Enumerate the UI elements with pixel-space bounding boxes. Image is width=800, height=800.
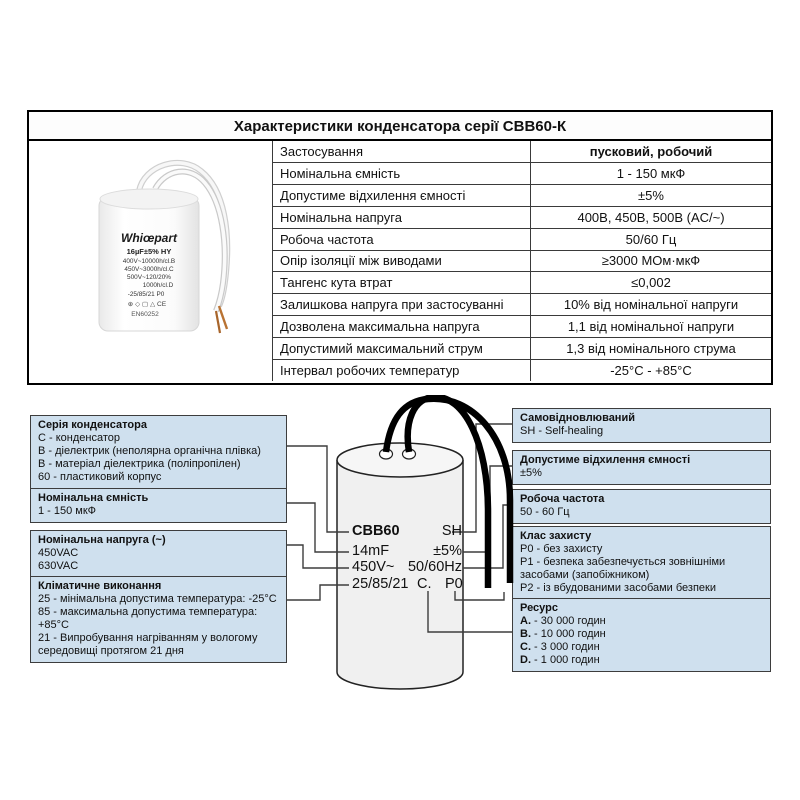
marking-climate: 25/85/21 xyxy=(352,576,409,592)
table-row xyxy=(273,293,771,315)
cert-symbols: ⊕ ◇ ▢ △ CE xyxy=(127,301,167,308)
callout-resource: Ресурс A. - 30 000 годин B. - 10 000 годин C. - 3 000 годин D. - 1 000 годин xyxy=(512,598,771,672)
wire-hole xyxy=(380,449,393,459)
svg-text:400V~10000h/cl.B: 400V~10000h/cl.B xyxy=(122,258,176,265)
callout-climate: Кліматичне виконання 25 - мінімальна допустима температура: -25°C 85 - максимальна допустима температура: +85°C 21 - Випробування нагріванням у вологому середовищі протягом 21 дня xyxy=(30,576,287,663)
capacitor-photo xyxy=(29,141,273,381)
marking-resource-class: C. xyxy=(417,576,432,592)
row-label: Тангенс кута втрат xyxy=(273,272,531,293)
table-row xyxy=(273,359,771,381)
marking-tolerance: ±5% xyxy=(433,543,462,559)
row-value: пусковий, робочий xyxy=(589,143,713,159)
wire-hole xyxy=(403,449,416,459)
table-row xyxy=(273,315,771,337)
row-value: -25°C - +85°C xyxy=(610,363,692,379)
marking-voltage: 450V~ xyxy=(352,559,395,575)
table-row xyxy=(273,141,771,162)
spec-rows xyxy=(273,141,771,381)
capacitor-photo-image xyxy=(29,141,273,381)
callout-protection-class: Клас захисту P0 - без захисту P1 - безпека забезпечується зовнішніми засобами (запобіжником) P2 - із вбудованими засобами безпеки xyxy=(512,526,771,600)
callout-voltage: Номінальна напруга (~) 450VAC 630VAC xyxy=(30,530,287,578)
row-value: ≤0,002 xyxy=(631,275,671,291)
row-label: Залишкова напруга при застосуванні xyxy=(273,294,531,315)
svg-text:450V~3000h/cl.C: 450V~3000h/cl.C xyxy=(124,266,174,273)
standard-code: EN60252 xyxy=(131,311,159,318)
table-row xyxy=(273,250,771,272)
marking-protection: P0 xyxy=(445,576,463,592)
row-label: Допустиме відхилення ємності xyxy=(273,185,531,206)
svg-text:-25/85/21 P0: -25/85/21 P0 xyxy=(127,291,165,298)
marking-frequency: 50/60Hz xyxy=(407,559,462,575)
photo-brand: Whiœpart xyxy=(121,231,177,245)
svg-text:1000h/cl.D: 1000h/cl.D xyxy=(142,282,174,289)
row-value: 50/60 Гц xyxy=(625,231,677,247)
row-label: Робоча частота xyxy=(273,229,531,250)
marking-series: CBB60 xyxy=(352,523,400,539)
row-value: ≥3000 МОм·мкФ xyxy=(601,253,701,269)
callout-frequency: Робоча частота 50 - 60 Гц xyxy=(512,489,771,524)
row-value: ±5% xyxy=(638,187,664,203)
row-label: Опір ізоляції між виводами xyxy=(273,251,531,272)
row-value: 1,3 від номінального струма xyxy=(566,341,736,357)
row-value: 400В, 450В, 500В (AC/~) xyxy=(577,209,725,225)
callout-capacitance: Номінальна ємність 1 - 150 мкФ xyxy=(30,488,287,523)
callout-self-healing: Самовідновлюваний SH - Self-healing xyxy=(512,408,771,443)
photo-capacitor-body xyxy=(99,189,199,331)
row-label: Інтервал робочих температур xyxy=(273,360,531,381)
table-row xyxy=(273,184,771,206)
table-row xyxy=(273,206,771,228)
row-label: Застосування xyxy=(273,141,531,162)
copper-tip xyxy=(219,306,227,329)
row-label: Допустимий максимальний струм xyxy=(273,338,531,359)
row-label: Номінальна напруга xyxy=(273,207,531,228)
row-value: 1,1 від номінальної напруги xyxy=(567,319,735,335)
copper-tip xyxy=(216,311,220,333)
marking-capacitance: 14mF xyxy=(352,543,390,559)
table-row xyxy=(273,162,771,184)
svg-text:16µF±5% HY: 16µF±5% HY xyxy=(126,247,172,256)
row-value: 1 - 150 мкФ xyxy=(616,165,686,181)
marking-diagram xyxy=(0,395,800,695)
svg-text:500V~120/20%: 500V~120/20% xyxy=(127,274,171,281)
marking-self-healing: SH xyxy=(441,523,462,539)
table-row xyxy=(273,228,771,250)
row-value: 10% від номінальної напруги xyxy=(563,297,739,313)
spec-table xyxy=(27,110,773,385)
row-label: Дозволена максимальна напруга xyxy=(273,316,531,337)
table-title: Характеристики конденсатора серії CBB60-К xyxy=(29,112,771,141)
callout-tolerance: Допустиме відхилення ємності ±5% xyxy=(512,450,771,485)
table-row xyxy=(273,271,771,293)
table-row xyxy=(273,337,771,359)
row-label: Номінальна ємність xyxy=(273,163,531,184)
callout-series: Серія конденсатора C - конденсатор B - діелектрик (неполярна органічна плівка) B - матеріал діелектрика (поліпропілен) 60 - пластиковий корпус xyxy=(30,415,287,489)
